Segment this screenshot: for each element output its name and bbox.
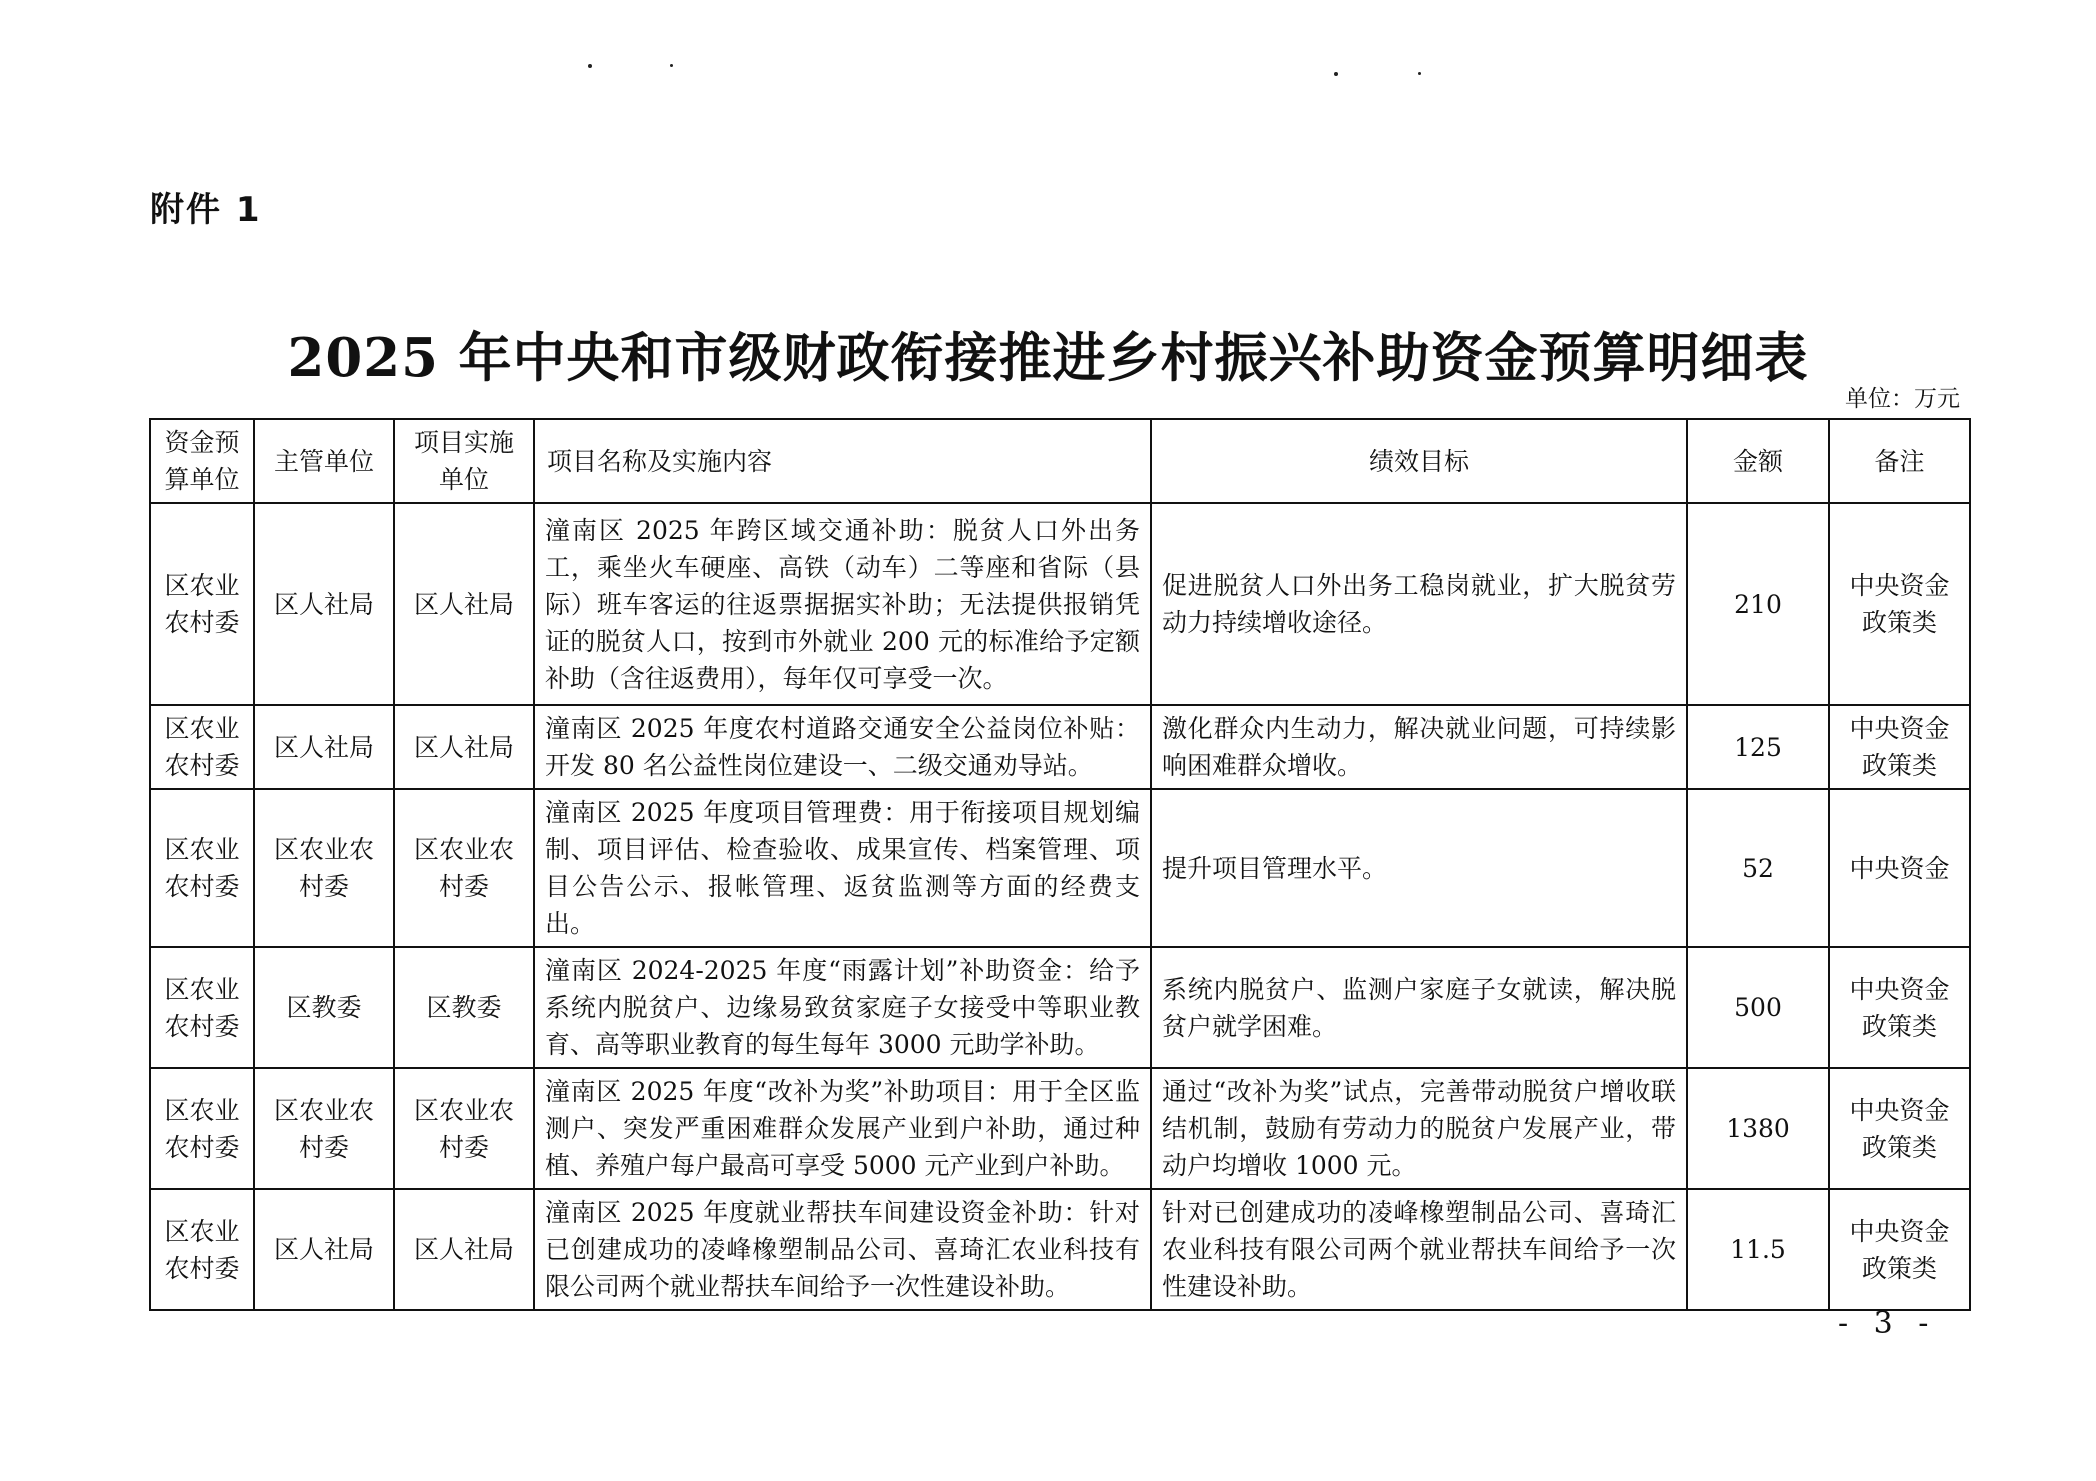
cell-supervisor: 区人社局: [254, 1189, 394, 1310]
header-supervisor: 主管单位: [254, 419, 394, 503]
cell-amount: 500: [1687, 947, 1829, 1068]
cell-supervisor: 区农业农村委: [254, 789, 394, 947]
scan-speck: [1418, 72, 1421, 75]
header-goal: 绩效目标: [1151, 419, 1687, 503]
cell-remark: 中央资金政策类: [1829, 1068, 1970, 1189]
cell-amount: 1380: [1687, 1068, 1829, 1189]
scan-speck: [1334, 72, 1338, 76]
cell-implementer: 区人社局: [394, 1189, 534, 1310]
cell-remark: 中央资金: [1829, 789, 1970, 947]
cell-amount: 52: [1687, 789, 1829, 947]
unit-label: 单位：万元: [1845, 386, 1960, 412]
cell-goal: 通过“改补为奖”试点，完善带动脱贫户增收联结机制，鼓励有劳动力的脱贫户发展产业，带动户均增收 1000 元。: [1151, 1068, 1687, 1189]
page-number: - 3 -: [1838, 1306, 1937, 1341]
table-row: [150, 705, 1970, 789]
header-remark: 备注: [1829, 419, 1970, 503]
document-title: 2025 年中央和市级财政衔接推进乡村振兴补助资金预算明细表: [287, 327, 1809, 389]
table-row: [150, 789, 1970, 947]
attachment-label: 附件 1: [150, 190, 262, 230]
cell-supervisor: 区教委: [254, 947, 394, 1068]
header-amount: 金额: [1687, 419, 1829, 503]
cell-budget-unit: 区农业农村委: [150, 789, 254, 947]
table-row: [150, 1068, 1970, 1189]
cell-remark: 中央资金政策类: [1829, 947, 1970, 1068]
table-header-row: [150, 419, 1970, 503]
cell-implementer: 区人社局: [394, 705, 534, 789]
cell-goal: 系统内脱贫户、监测户家庭子女就读，解决脱贫户就学困难。: [1151, 947, 1687, 1068]
budget-table: [149, 418, 1971, 1311]
cell-amount: 125: [1687, 705, 1829, 789]
cell-budget-unit: 区农业农村委: [150, 1189, 254, 1310]
table-row: [150, 503, 1970, 705]
cell-content: 潼南区 2025 年跨区域交通补助：脱贫人口外出务工，乘坐火车硬座、高铁（动车）二等座和省际（县际）班车客运的往返票据据实补助；无法提供报销凭证的脱贫人口，按到市外就业 200 元的标准给予定额补助（含往返费用），每年仅可享受一次。: [534, 503, 1151, 705]
cell-budget-unit: 区农业农村委: [150, 1068, 254, 1189]
table-row: [150, 1189, 1970, 1310]
cell-supervisor: 区农业农村委: [254, 1068, 394, 1189]
cell-budget-unit: 区农业农村委: [150, 503, 254, 705]
cell-implementer: 区人社局: [394, 503, 534, 705]
cell-remark: 中央资金政策类: [1829, 705, 1970, 789]
cell-implementer: 区农业农村委: [394, 1068, 534, 1189]
header-implementer: 项目实施单位: [394, 419, 534, 503]
cell-implementer: 区农业农村委: [394, 789, 534, 947]
cell-budget-unit: 区农业农村委: [150, 705, 254, 789]
cell-content: 潼南区 2025 年度“改补为奖”补助项目：用于全区监测户、突发严重困难群众发展产业到户补助，通过种植、养殖户每户最高可享受 5000 元产业到户补助。: [534, 1068, 1151, 1189]
cell-content: 潼南区 2025 年度农村道路交通安全公益岗位补贴：开发 80 名公益性岗位建设一、二级交通劝导站。: [534, 705, 1151, 789]
cell-goal: 促进脱贫人口外出务工稳岗就业，扩大脱贫劳动力持续增收途径。: [1151, 503, 1687, 705]
cell-implementer: 区教委: [394, 947, 534, 1068]
cell-content: 潼南区 2025 年度就业帮扶车间建设资金补助：针对已创建成功的凌峰橡塑制品公司、喜琦汇农业科技有限公司两个就业帮扶车间给予一次性建设补助。: [534, 1189, 1151, 1310]
scan-speck: [588, 64, 592, 68]
cell-amount: 11.5: [1687, 1189, 1829, 1310]
table-row: [150, 947, 1970, 1068]
cell-budget-unit: 区农业农村委: [150, 947, 254, 1068]
cell-goal: 激化群众内生动力，解决就业问题，可持续影响困难群众增收。: [1151, 705, 1687, 789]
cell-supervisor: 区人社局: [254, 503, 394, 705]
cell-amount: 210: [1687, 503, 1829, 705]
header-content: 项目名称及实施内容: [534, 419, 1151, 503]
cell-goal: 提升项目管理水平。: [1151, 789, 1687, 947]
cell-content: 潼南区 2024-2025 年度“雨露计划”补助资金：给予系统内脱贫户、边缘易致贫家庭子女接受中等职业教育、高等职业教育的每生每年 3000 元助学补助。: [534, 947, 1151, 1068]
cell-remark: 中央资金政策类: [1829, 503, 1970, 705]
cell-supervisor: 区人社局: [254, 705, 394, 789]
cell-goal: 针对已创建成功的凌峰橡塑制品公司、喜琦汇农业科技有限公司两个就业帮扶车间给予一次性建设补助。: [1151, 1189, 1687, 1310]
cell-remark: 中央资金政策类: [1829, 1189, 1970, 1310]
scan-speck: [670, 64, 673, 67]
cell-content: 潼南区 2025 年度项目管理费：用于衔接项目规划编制、项目评估、检查验收、成果宣传、档案管理、项目公告公示、报帐管理、返贫监测等方面的经费支出。: [534, 789, 1151, 947]
header-budget-unit: 资金预算单位: [150, 419, 254, 503]
